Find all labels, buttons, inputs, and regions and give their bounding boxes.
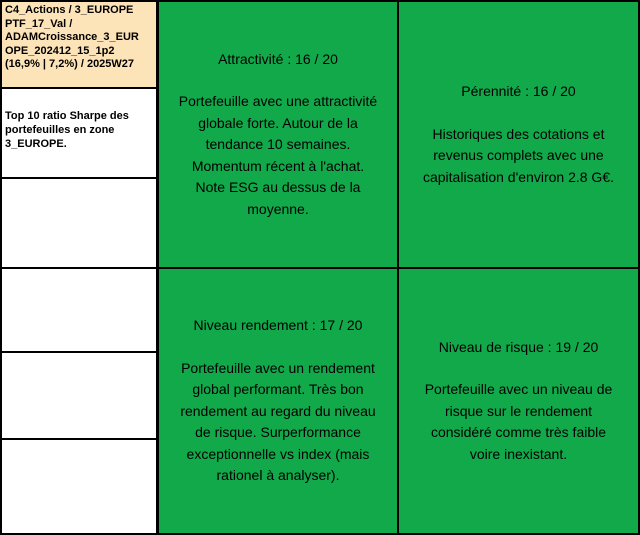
- description-cell: [1, 88, 157, 178]
- text-line: Portefeuille avec un niveau de: [424, 381, 613, 398]
- text-line: Note ESG au dessus de la: [195, 179, 361, 196]
- portfolio-title-cell: [1, 1, 157, 88]
- perennite-text: [423, 124, 614, 189]
- title-line: OPE_202412_15_1p2: [5, 44, 115, 57]
- text-line: de risque. Surperformance: [195, 424, 361, 441]
- text-line: Historiques des cotations et: [432, 125, 605, 142]
- text-line: revenus complets avec une: [433, 147, 604, 163]
- title-line: (16,9% | 7,2%) / 2025W27: [5, 58, 135, 70]
- rendement-card: [158, 268, 398, 534]
- attractivite-card: [158, 1, 398, 268]
- empty-cell: [1, 268, 157, 352]
- description-line: Top 10 ratio Sharpe des: [5, 110, 129, 122]
- text-line: global performant. Très bon: [192, 381, 364, 398]
- text-line: moyenne.: [247, 200, 309, 217]
- empty-cell: [1, 352, 157, 439]
- description-line: 3_EUROPE.: [5, 138, 67, 150]
- perennite-card: [398, 1, 639, 268]
- text-line: considéré comme très faible: [430, 424, 607, 441]
- text-line: rendement au regard du niveau: [180, 402, 376, 419]
- text-line: globale forte. Autour de la: [198, 114, 358, 131]
- rendement-text: [180, 358, 375, 487]
- risque-text: [425, 379, 613, 465]
- text-line: voire inexistant.: [469, 445, 568, 462]
- text-line: Momentum récent à l'achat.: [191, 157, 365, 174]
- title-line: PTF_17_Val /: [5, 17, 73, 30]
- empty-cell: [1, 178, 157, 268]
- text-line: exceptionnelle vs index (mais: [186, 445, 370, 462]
- text-line: tendance 10 semaines.: [205, 136, 351, 153]
- text-line: Portefeuille avec une attractivité: [178, 93, 378, 110]
- title-line: C4_Actions / 3_EUROPE: [5, 4, 134, 16]
- empty-cell: [1, 439, 157, 534]
- description-line: portefeuilles en zone: [5, 124, 115, 136]
- risque-card: [398, 268, 639, 534]
- text-line: rationel à analyser).: [216, 467, 340, 484]
- title-line: ADAMCroissance_3_EUR: [5, 31, 139, 43]
- text-line: risque sur le rendement: [444, 402, 593, 419]
- risque-heading: Niveau de risque : 19 / 20: [438, 338, 599, 355]
- text-line: capitalisation d'environ 2.8 G€.: [422, 168, 614, 185]
- text-line: Portefeuille avec un rendement: [181, 359, 375, 376]
- attractivite-text: [179, 91, 377, 220]
- perennite-heading: Pérennité : 16 / 20: [461, 83, 576, 99]
- rendement-heading: Niveau rendement : 17 / 20: [193, 317, 363, 334]
- attractivite-heading: Attractivité : 16 / 20: [218, 50, 338, 67]
